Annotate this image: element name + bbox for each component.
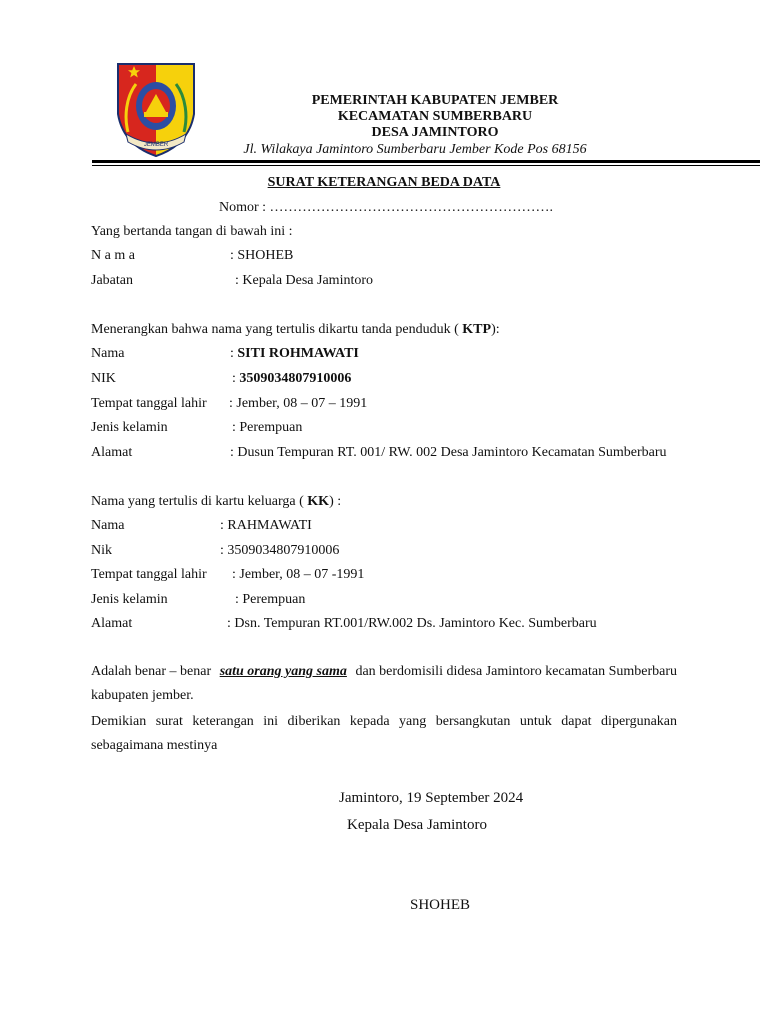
jember-regency-emblem — [116, 62, 196, 158]
letterhead-government: PEMERINTAH KABUPATEN JEMBER — [311, 93, 559, 108]
signer-position-value: : Kepala Desa Jamintoro — [235, 273, 374, 288]
ktp-address-label: Alamat — [91, 445, 133, 460]
signer-position-label: Jabatan — [91, 273, 133, 288]
kk-intro: Nama yang tertulis di kartu keluarga ( KK) : — [91, 494, 342, 509]
letterhead-address: Jl. Wilakaya Jamintoro Sumberbaru Jember Kode Pos 68156 — [243, 142, 587, 157]
ktp-nik-label: NIK — [91, 371, 116, 386]
closing-statement-line2: kabupaten jember. — [91, 688, 194, 703]
kk-name-label: Nama — [91, 518, 125, 533]
kk-nik-value: : 3509034807910006 — [220, 543, 340, 558]
kk-address-label: Alamat — [91, 616, 133, 631]
ribbon-text: JEMBER — [143, 142, 169, 148]
closing-purpose — [91, 710, 677, 758]
ktp-gender-label: Jenis kelamin — [91, 420, 168, 435]
ktp-birth-value: : Jember, 08 – 07 – 1991 — [229, 396, 368, 411]
ktp-address-value: : Dusun Tempuran RT. 001/ RW. 002 Desa Jamintoro Kecamatan Sumberbaru — [230, 445, 667, 460]
closing-purpose-line2: sebagaimana mestinya — [91, 738, 218, 753]
ktp-name-value: : SITI ROHMAWATI — [230, 346, 359, 361]
signature-place-date: Jamintoro, 19 September 2024 — [339, 790, 524, 806]
kk-address-value: : Dsn. Tempuran RT.001/RW.002 Ds. Jamintoro Kec. Sumberbaru — [227, 616, 597, 631]
document-title: SURAT KETERANGAN BEDA DATA — [267, 175, 501, 190]
letterhead-village: DESA JAMINTORO — [371, 125, 499, 140]
signer-name-label: N a m a — [91, 248, 135, 263]
document-number: Nomor : ……………………………………………………. — [219, 200, 554, 215]
ktp-intro: Menerangkan bahwa nama yang tertulis dikartu tanda penduduk ( KTP): — [91, 322, 500, 337]
ktp-nik-value: : 3509034807910006 — [232, 371, 352, 386]
letterhead-rule-thin — [92, 165, 760, 166]
closing-statement-line1: Adalah benar – benar satu orang yang sama dan berdomisili didesa Jamintoro kecamatan Sumberbaru — [91, 664, 677, 679]
signature-name: SHOHEB — [410, 897, 471, 913]
kk-name-value: : RAHMAWATI — [220, 518, 312, 533]
kk-birth-label: Tempat tanggal lahir — [91, 567, 207, 582]
ktp-birth-label: Tempat tanggal lahir — [91, 396, 207, 411]
kk-nik-label: Nik — [91, 543, 112, 558]
ktp-gender-value: : Perempuan — [232, 420, 303, 435]
letterhead-subdistrict: KECAMATAN SUMBERBARU — [337, 109, 533, 124]
kk-birth-value: : Jember, 08 – 07 -1991 — [232, 567, 365, 582]
closing-purpose-line1: Demikian surat keterangan ini diberikan kepada yang bersangkutan untuk dapat dipergunakan — [91, 714, 677, 729]
intro-text: Yang bertanda tangan di bawah ini : — [91, 224, 293, 239]
closing-statement — [91, 660, 677, 708]
kk-gender-value: : Perempuan — [235, 592, 306, 607]
signature-position: Kepala Desa Jamintoro — [347, 817, 487, 833]
signer-name-value: : SHOHEB — [230, 248, 294, 263]
ktp-name-label: Nama — [91, 346, 125, 361]
letterhead-rule-thick — [92, 160, 760, 163]
kk-gender-label: Jenis kelamin — [91, 592, 168, 607]
